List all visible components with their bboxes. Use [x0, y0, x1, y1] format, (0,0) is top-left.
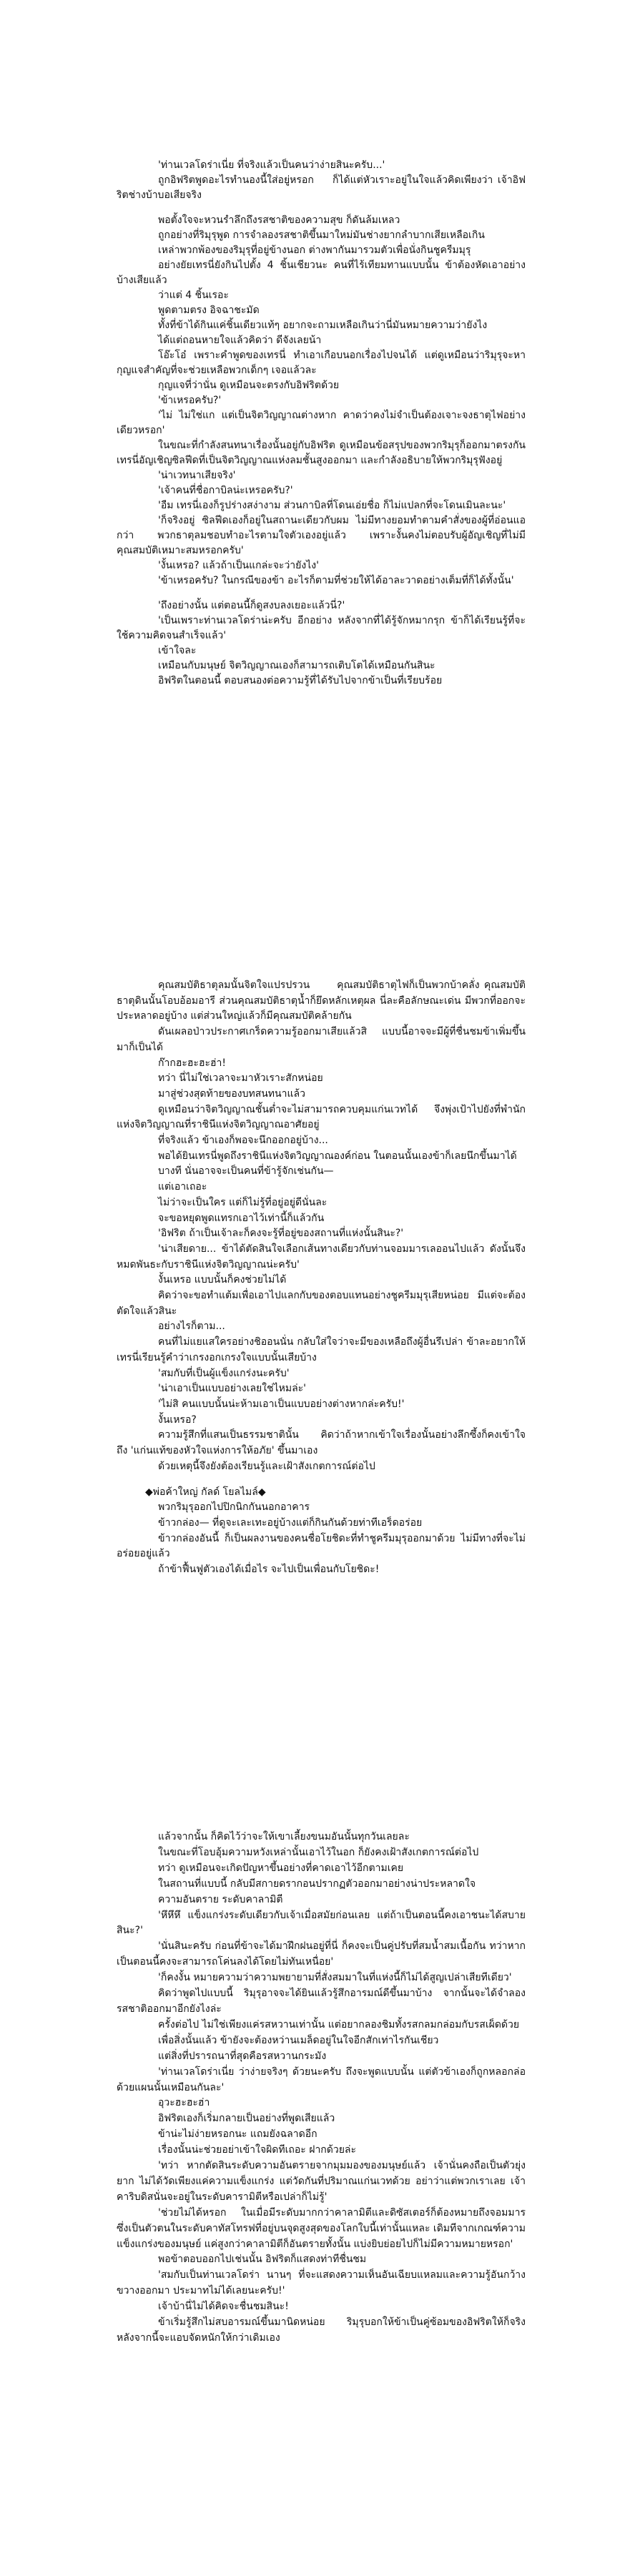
- paragraph: อิฟริตในตอนนี้ ตอบสนองต่อความรู้ที่ได้รับไปจากข้าเป็นที่เรียบร้อย: [158, 675, 443, 686]
- paragraph: ถูกอิฟริตพูดอะไรทำนองนี้ใส่อยู่หรอก ก็ได้แต่หัวเราะอยู่ในใจแล้วคิดเพียงว่า เจ้าอิฟริตช่างบ้าบอเสียจริง: [117, 174, 526, 201]
- blank-line: [117, 203, 526, 213]
- paragraph: กุญแจที่ว่านั่น ดูเหมือนจะตรงกับอิฟริตด้วย: [158, 380, 340, 391]
- paragraph: ได้แต่ถอนหายใจแล้วคิดว่า ดีจังเลยน้า: [158, 335, 322, 346]
- paragraph: พูดตามตรง อิจฉาชะมัด: [158, 305, 260, 316]
- paragraph: 'น่าเอาเป็นแบบอย่างเลยใช่ไหมล่ะ': [158, 1383, 307, 1395]
- paragraph: ดูเหมือนว่าจิตวิญญาณชั้นต่ำจะไม่สามารถควบคุมแก่นเวทได้ จึงพุ่งเป้าไปยังที่พำนักแห่งจิตวิญญาณที่ราชินีแห่งจิตวิญญาณอาศัยอยู่: [117, 1103, 526, 1131]
- paragraph: ความรู้สึกที่แสนเป็นธรรมชาตินั้น คิดว่าถ้าหากเข้าใจเรื่องนั้นอย่างลึกซึ้งก็คงเข้าใจถึง 'แก่นแท้ของหัวใจแห่งการให้อภัย' ขึ้นมาเอง: [117, 1429, 526, 1457]
- paragraph: คิดว่าจะขอทำแต้มเพื่อเอาไปแลกกับของตอบแทนอย่างชูครีมมุรุเสียหน่อย มีแต่จะต้องตัดใจแล้วสินะ: [117, 1290, 526, 1317]
- paragraph: อิฟริตเองก็เริ่มกลายเป็นอย่างที่พูดเสียแล้ว: [158, 2113, 335, 2125]
- paragraph: 'น่าเวทนาเสียจริง': [158, 470, 236, 481]
- paragraph: 'อืม เทรนี่เองก็รูปร่างสง่างาม ส่วนกาบิลที่โดนเอ่ยชื่อ ก็ไม่แปลกที่จะโดนเมินละนะ': [158, 500, 506, 511]
- paragraph: มาสู่ช่วงสุดท้ายของบทสนทนาแล้ว: [158, 1087, 305, 1100]
- paragraph: 'ไม่สิ คนแบบนั้นน่ะห้ามเอาเป็นแบบอย่างต่างหากล่ะครับ!': [158, 1398, 405, 1410]
- paragraph: 'เจ้าคนที่ชื่อกาบิลน่ะเหรอครับ?': [158, 485, 293, 496]
- paragraph: งั้นเหรอ?: [158, 1413, 197, 1426]
- paragraph: เข้าใจละ: [158, 645, 197, 656]
- paragraph: ถ้าข้าฟื้นฟูตัวเองได้เมื่อไร จะไปเป็นเพื่อนกับโยชิดะ!: [158, 1564, 380, 1576]
- paragraph: 'น่าเสียดาย... ข้าได้ตัดสินใจเลือกเส้นทางเดียวกับท่านจอมมารเลออนไปแล้ว ดังนั้นจึงหมดพันธะกับราชินีแห่งจิตวิญญาณน่ะครับ': [117, 1243, 526, 1270]
- paragraph: อุวะฮะฮะฮ่า: [158, 2097, 210, 2109]
- paragraph: 'ข้าเหรอครับ? ในกรณีของข้า อะไรก็ตามที่ช่วยให้ได้อาละวาดอย่างเต็มที่ก็ได้ทั้งนั้น': [158, 575, 514, 586]
- paragraph: ไม่ว่าจะเป็นใคร แต่ก็ไม่รู้ที่อยู่อยู่ดีนั่นละ: [158, 1196, 328, 1208]
- text-section-1: [117, 158, 529, 689]
- paragraph: ถูกอย่างที่ริมุรุพูด การจำลองรสชาติขึ้นมาใหม่มันช่างยากลำบากเสียเหลือเกิน: [158, 230, 485, 241]
- paragraph: เรื่องนั้นน่ะช่วยอย่าเข้าใจผิดทีเถอะ ฝากด้วยล่ะ: [158, 2144, 357, 2156]
- paragraph: ทั้งที่ข้าได้กินแค่ชิ้นเดียวแท้ๆ อยากจะถามเหลือเกินว่านี่มันหมายความว่ายังไง: [158, 320, 488, 331]
- paragraph: 'ทว่า หากตัดสินระดับความอันตรายจากมุมมองของมนุษย์แล้ว เจ้านั่นคงถือเป็นตัวยุ่งยาก ไม่ได้วัดเพียงแค่ความแข็งแกร่ง แต่วัดกันที่ปริมาณแก่นเวทด้วย อย่าว่าแต่พวกเราเลย เจ้าคาริบดิสนั่นจะอยู่ในระดับคารามิตีหรือเปล่าก็ไม่รู้': [117, 2160, 526, 2203]
- paragraph: คิดว่าพูดไปแบบนี้ ริมุรุอาจจะได้ยินแล้วรู้สึกอารมณ์ดีขึ้นมาบ้าง จากนั้นจะได้จำลองรสชาติออกมาอีกยังไงล่ะ: [117, 1988, 526, 2015]
- paragraph: ความอันตราย ระดับคาลามิตี: [158, 1893, 283, 1905]
- paragraph: ข้าวกล่องอันนี้ ก็เป็นผลงานของคนชื่อโยชิดะที่ทำชูครีมมุรุออกมาด้วย ไม่มีทางที่จะไม่อร่อยอยู่แล้ว: [117, 1532, 526, 1560]
- paragraph: แต่สิ่งที่ปรารถนาที่สุดคือรสหวานกระมัง: [158, 2050, 327, 2062]
- paragraph: ทว่า นี่ไม่ใช่เวลาจะมาหัวเราะสักหน่อย: [158, 1072, 323, 1085]
- blank-line: [117, 588, 526, 598]
- paragraph: 'งั้นเหรอ? แล้วถ้าเป็นแกล่ะจะว่ายังไง': [158, 560, 319, 571]
- paragraph: 'ท่านเวลโดร่าเนี่ย ที่จริงแล้วเป็นคนว่าง่ายสินะครับ...': [158, 159, 385, 171]
- paragraph: ในสถานที่แบบนี้ กลับมีสกายดรากอนปรากฏตัวออกมาอย่างน่าประหลาดใจ: [158, 1877, 476, 1890]
- paragraph: บางที นั่นอาจจะเป็นคนที่ข้ารู้จักเช่นกัน—: [158, 1165, 334, 1178]
- paragraph: 'เป็นเพราะท่านเวลโดร่าน่ะครับ อีกอย่าง หลังจากที่ได้รู้จักหมากรุก ข้าก็ได้เรียนรู้ที่จะใช้ความคิดจนสำเร็จแล้ว': [117, 615, 526, 641]
- paragraph: พอได้ยินเทรนี่พูดถึงราชินีแห่งจิตวิญญาณองค์ก่อน ในตอนนั้นเองข้าก็เลยนึกขึ้นมาได้: [158, 1150, 517, 1162]
- paragraph: ทว่า ดูเหมือนจะเกิดปัญหาขึ้นอย่างที่คาดเอาไว้อีกตามเคย: [158, 1862, 404, 1874]
- paragraph: แล้วจากนั้น ก็คิดไว้ว่าจะให้เขาเลี้ยงขนมอันนั้นทุกวันเลยละ: [158, 1831, 410, 1842]
- paragraph: อย่างไรก็ตาม...: [158, 1321, 225, 1333]
- paragraph: แต่เอาเถอะ: [158, 1181, 207, 1193]
- paragraph: คุณสมบัติธาตุลมนั้นจิตใจแปรปรวน คุณสมบัติธาตุไฟก็เป็นพวกบ้าคลั่ง คุณสมบัติธาตุดินนั้นโอบอ้อมอารี ส่วนคุณสมบัติธาตุน้ำก็ยึดหลักเหตุผล นี่ละคือลักษณะเด่น มีพวกที่ออกจะประหลาดอยู่บ้าง แต่ส่วนใหญ่แล้วก็มีคุณสมบัติคล้ายกัน: [117, 979, 526, 1022]
- text-section-3: [117, 1830, 529, 2346]
- paragraph: จะขอหยุดพูดแทรกเอาไว้เท่านี้ก็แล้วกัน: [158, 1212, 325, 1224]
- paragraph: 'นั่นสินะครับ ก่อนที่ข้าจะได้มาฝึกฝนอยู่ที่นี่ ก็คงจะเป็นคู่ปรับที่สมน้ำสมเนื้อกัน ทว่าหากเป็นตอนนี้คงจะสามารถโค่นลงได้โดยไม่ทันเหนื่อย': [117, 1940, 526, 1968]
- paragraph: อย่างยัยเทรนี่ยังกินไปตั้ง 4 ชิ้นเชียวนะ คนที่ไร้เทียมทานแบบนั้น ข้าต้องหัดเอาอย่างบ้างเสียแล้ว: [117, 260, 526, 286]
- paragraph: 'ถึงอย่างนั้น แต่ตอนนี้ก็ดูสงบลงเยอะแล้วนี่?': [158, 600, 345, 611]
- paragraph: ด้วยเหตุนี้จึงยังต้องเรียนรู้และเฝ้าสังเกตการณ์ต่อไป: [158, 1460, 375, 1472]
- paragraph: ในขณะที่โอบอุ้มความหวังเหล่านั้นเอาไว้ในอก ก็ยังคงเฝ้าสังเกตการณ์ต่อไป: [158, 1846, 479, 1858]
- paragraph: เหมือนกับมนุษย์ จิตวิญญาณเองก็สามารถเติบโตได้เหมือนกันสินะ: [158, 660, 435, 671]
- paragraph: พอตั้งใจจะหวนรำลึกถึงรสชาติของความสุข ก็ดันล้มเหลว: [158, 214, 400, 226]
- paragraph: ในขณะที่กำลังสนทนาเรื่องนั้นอยู่กับอิฟริต ดูเหมือนข้อสรุปของพวกริมุรุก็ออกมาตรงกัน เทรนี่อัญเชิญซิลฟีดที่เป็นจิตวิญญาณแห่งลมชั้นสูงออกมา และกำลังอธิบายให้พวกริมุรุฟังอยู่: [117, 440, 529, 466]
- paragraph: ว่าแต่ 4 ชิ้นเรอะ: [158, 290, 229, 301]
- paragraph: พอข้าตอบออกไปเช่นนั้น อิฟริตก็แสดงท่าทีชื่นชม: [158, 2254, 367, 2266]
- paragraph: เพื่อสิ่งนั้นแล้ว ข้ายังจะต้องหว่านเมล็ดอยู่ในใจอีกสักเท่าไรกันเชียว: [158, 2034, 439, 2046]
- text-section-2: [117, 978, 526, 1578]
- paragraph: ที่จริงแล้ว ข้าเองก็พอจะนึกออกอยู่บ้าง...: [158, 1135, 328, 1147]
- blank-line: [117, 1475, 526, 1485]
- paragraph: 'ข้าเหรอครับ?': [158, 395, 222, 406]
- paragraph: พวกริมุรุออกไปปิกนิกกันนอกอาคาร: [158, 1501, 310, 1514]
- paragraph: 'ช่วยไม่ได้หรอก ในเมื่อมีระดับมากกว่าคาลามิตีและดิซัสเตอร์ก็ต้องหมายถึงจอมมารซึ่งเป็นตัวตนในระดับคาทัสโทรฟที่อยู่บนจุดสูงสุดของโลกใบนี้เท่านั้นแหละ เดิมทีจากเกณฑ์ความแข็งแกร่งของมนุษย์ แค่สูงกว่าคาลามิตีก็อันตรายทั้งนั้น แบ่งยิบย่อยไปก็ไม่มีความหมายหรอก': [117, 2206, 526, 2250]
- paragraph: 'ไม่ ไม่ใช่แก แต่เป็นจิตวิญญาณต่างหาก คาดว่าคงไม่จำเป็นต้องเจาะจงธาตุไฟอย่างเดียวหรอก': [117, 410, 526, 436]
- paragraph: คนที่ไม่แยแสใครอย่างชิออนนั่น กลับใส่ใจว่าจะมีของเหลือถึงผู้อื่นรึเปล่า ข้าละอยากให้เทรนี่เรียนรู้คำว่าเกรงอกเกรงใจแบบนั้นเสียบ้าง: [117, 1336, 526, 1363]
- paragraph: ข้าน่ะไม่ง่ายหรอกนะ แถมยังฉลาดอีก: [158, 2128, 318, 2141]
- paragraph: 'สมกับที่เป็นผู้แข็งแกร่งนะครับ': [158, 1367, 290, 1379]
- paragraph: 'สมกับเป็นท่านเวลโดร่า นานๆ ที่จะแสดงความเห็นอันเฉียบแหลมและความรู้อันกว้างขวางออกมา ประมาทไม่ได้เลยนะครับ!': [117, 2269, 526, 2297]
- paragraph: 'ก็คงงั้น หมายความว่าความพยายามที่สั่งสมมาในที่แห่งนี้ก็ไม่ได้สูญเปล่าเสียทีเดียว': [158, 1972, 512, 1984]
- paragraph: ก๊ากฮะฮะฮะฮ่า!: [158, 1057, 227, 1069]
- paragraph: 'หึหึหึ แข็งแกร่งระดับเดียวกับเจ้าเมื่อสมัยก่อนเลย แต่ถ้าเป็นตอนนี้คงเอาชนะได้สบายสินะ?': [117, 1909, 526, 1937]
- paragraph: ข้าวกล่อง— ที่ดูจะเละเทะอยู่บ้างแต่ก็กินกันด้วยท่าทีเอร็ดอร่อย: [158, 1516, 423, 1529]
- section-heading: ◆พ่อค้าใหญ่ กัลด์ โยลไมล์◆: [145, 1486, 266, 1498]
- paragraph: งั้นเหรอ แบบนั้นก็คงช่วยไม่ได้: [158, 1274, 287, 1286]
- paragraph: เหล่าพวกพ้องของริมุรุที่อยู่ข้างนอก ต่างพากันมารวมตัวเพื่อนั่งกินชูครีมมุรุ: [158, 245, 471, 256]
- paragraph: ดันเผลอป่าวประกาศเกร็ดความรู้ออกมาเสียแล้วสิ แบบนี้อาจจะมีผู้ที่ชื่นชมข้าเพิ่มขึ้นมาก็เป็นได้: [117, 1026, 526, 1053]
- paragraph: 'อิฟริต ถ้าเป็นเจ้าละก็คงจะรู้ที่อยู่ของสถานที่แห่งนั้นสินะ?': [158, 1228, 404, 1240]
- paragraph: เจ้าบ้านี่ไม่ได้คิดจะชื่นชมสินะ!: [158, 2301, 289, 2313]
- paragraph: 'ก็จริงอยู่ ซิลฟีดเองก็อยู่ในสถานะเดียวกับผม ไม่มีทางยอมทำตามคำสั่งของผู้ที่อ่อนแอกว่า พวกธาตุลมชอบทำอะไรตามใจตัวเองอยู่แล้ว เพราะงั้นคงไม่ตอบรับผู้อัญเชิญที่ไม่มีคุณสมบัติเหมาะสมหรอกครับ': [117, 515, 526, 556]
- paragraph: ครั้งต่อไป ไม่ใช่เพียงแค่รสหวานเท่านั้น แต่อยากลองชิมทั้งรสกลมกล่อมกับรสเผ็ดด้วย: [158, 2018, 520, 2030]
- paragraph: 'ท่านเวลโดร่าเนี่ย ว่าง่ายจริงๆ ด้วยนะครับ ถึงจะพูดแบบนั้น แต่ตัวข้าเองก็ถูกหลอกล่อด้วยแผนนั้นเหมือนกันละ': [117, 2066, 526, 2093]
- paragraph: ข้าเริ่มรู้สึกไม่สบอารมณ์ขึ้นมานิดหน่อย ริมุรุบอกให้ข้าเป็นคู่ซ้อมของอิฟริตให้ก็จริง หลังจากนี้จะแอบจัดหนักให้กว่าเดิมเอง: [117, 2316, 529, 2344]
- paragraph: โอ๊ะโอ๋ เพราะคำพูดของเทรนี่ ทำเอาเกือบนอกเรื่องไปจนได้ แต่ดูเหมือนว่าริมุรุจะหากุญแจสำคัญที่จะช่วยเหลือพวกเด็กๆ เจอแล้วละ: [117, 350, 526, 376]
